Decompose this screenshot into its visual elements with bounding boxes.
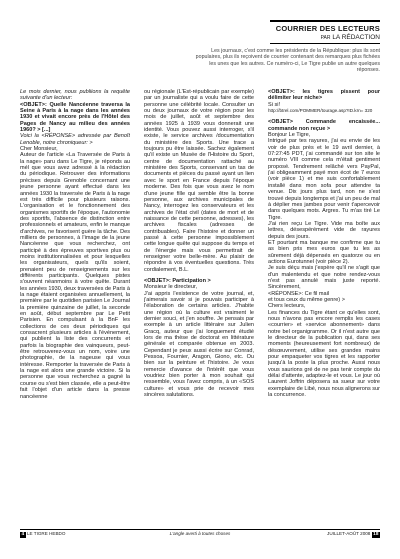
- section-header: [270, 20, 380, 44]
- letter4-object: <OBJET> Commande encaissée... commande non reçue >: [268, 119, 380, 132]
- letter1-intro: Le mois dernier, nous publiions la requête suivante d'un lecteur:: [20, 89, 130, 102]
- column-2: [144, 89, 254, 521]
- letter2-object: <OBJET>: Participation >: [144, 277, 211, 284]
- letter3-body: Si si!: [268, 101, 281, 108]
- column-1: [20, 89, 130, 521]
- column-3: [268, 89, 380, 521]
- object-label: <OBJET>:: [20, 101, 47, 108]
- letter3-url: http://btrel.com/POMMER/tourage.asp?ID.krn= 320: [268, 108, 373, 114]
- section-byline: [270, 34, 380, 41]
- header-rule-bottom: [270, 43, 380, 44]
- section-title: COURRIER DES LECTEURS: [275, 24, 380, 33]
- letter1-object: [20, 102, 130, 134]
- object-text: Quelle Nancéenne traversa la Seine à Paris à la nage dans les années 1930 et vivait encore près de l'Hôtel des Pages de Nancy au milieu des années 1960? > [...]: [20, 101, 130, 134]
- footer-left-text: LE TIGRE HEBDO: [26, 531, 66, 536]
- reply-salutation: Cher Monsieur,: [20, 146, 58, 153]
- footer-tagline: L'angle averti à toutes choses: [169, 531, 231, 536]
- byline-author: LA RÉDACTION: [332, 34, 380, 41]
- letters-columns: [20, 89, 380, 521]
- letter2-body: Monsieur le directeur, J'ai appris l'existence de votre journal, et, j'aimerais savoir si je pouvais participer à l'élaboration de certains articles. J'habite une région où la culture est vraiment le dernier souci, et j'en souffre. Je pensais par exemple à un article littéraire sur Julien Gracq, auteur que j'ai longuement étudié lors de ma thèse de doctorat en littérature générale et comparée obtenue en 2003. Cependant je peux aussi écrire sur Conrad, Pessoa, Fournier, Aragon, Giono, etc. Ou bien sur la peinture et l'histoire. Je vous remercie d'avance de l'intérêt que vous voudriez bien porter à mon souhait qui ressemble, vous l'avez compris, à un «SOS culture» et vous prie de recevoir mes sincères salutations.: [144, 284, 254, 399]
- reply-continuation: ou régionale (L'Est-républicain par exemple) par un journaliste qui a voulu faire de cette personne une célébrité locale. Consulter un ou deux journaux de votre région pour les mois de juillet, août et septembre des années 1925 à 1939 vous donnerait une identité. Vous pouvez aussi interroger, s'il existe, le service archives /documentation du ministère des Sports. Une trace a toujours pu être laissée. Sachez également qu'il existe un Musée de l'Histoire du Sport, centre de documentation rattaché au ministère des Sports, conservant un tas de documents et pièces du passé ayant un lien avec le sport en France depuis l'époque moderne. Des fois que vous avez le nom d'une jeune fille qui semble être la bonne personne, aux archives municipales de Nancy, interrogez les conservateurs et les archives de l'état civil (dates de mort et de naissance de cette personne, adresses), les archives fiscales (adresses de contribuables). Faire l'histoire et donner un passé à cette personne impossiblement cette longue quête qui suppose du temps et de l'énergie mais vous permettrait de renseigner votre belle-mère. Au plaisir de répondre à vos éventuelles questions. Très cordialement, B.L.: [144, 89, 254, 273]
- footer-date: JUILLET-AOÛT 2008: [327, 531, 371, 536]
- intro-paragraph: Les journaux, c'est comme les présidents de la République: plus ils sont populaires, plus ils reçoivent de courrier contenant des remarques plus fichées les unes que les autres. Ce numéro-ci, Le Tigre publie un autre quelques réponses.: [195, 48, 380, 74]
- byline-par: PAR: [320, 35, 331, 41]
- letter3-object: <OBJET>: les tigres pissent pour délimiter leur niche>: [268, 89, 380, 102]
- letter4-body: Bonjour Le Tigre, Intrigué par tes rayures, j'ai eu envie de les voir de plus près et le 19 avril dernier, à 07:27:45 PDT, j'ai commandé sur ton site le numéro VIII comme cela m'était gentiment proposé. Tendrement relâché vers PayPal, j'ai obligeamment payé mon écot de 7 euros (voir pièce 1) et me suis confortablement installé dans mon sofa pour attendre ta venue. Dix jours plus tard, non ne s'est trouvé depuis longtemps et j'ai un peu de mal à déplier mes jambes pour venir t'apercevoir dans quelques mots. Argres. Tu m'as tiré Le Tigre. J'ai rien reçu Le Tigre. Vide ma boîte aux lettres, désespérément vide de rayures depuis des jours. ET pourtant ma banque me confirme que tu as bien pris mes euros que tu les as sûrement déjà dépensés en quatorze ou en actions Eurotunnel (voir pièce 2). Je suis déçu mais j'espère qu'il ne s'agit que d'un malentendu et que notre rendez-vous n'est pas annulé mais juste reporté. Sincèrement, <RÉPONSE>: Ce fil mail et tous ceux du même genre) > Chers lecteurs, Les finances du Tigre étant ce qu'elles sont, nous n'avons pas encore remplis les cases «courrier» et «service abonnement» dans notre bel organigramme. Or il n'est autre que le directeur de la publication qui, dans ses moments (heureusement fort nombreux) de désœuvrement, utilise ses grandes mains pour empaqueter vos tigres et les rapporter jusqu'à la poste la plus proche. Aussi nous vous saurions gré de ne pas tenir compte du délai d'attente, adaptez-le et vous. Le jour où Laurent Joffrin déposera sa sueur sur votre exemplaire de Libé, nous nous alignerons sur la concurrence.: [268, 132, 380, 399]
- header-rule-top: [270, 20, 380, 22]
- page-number-left: 4: [21, 532, 25, 537]
- reply-intro: Voici la <RÉPONSE> adressée par Benoît Lenoble, notre chroniqueur: >: [20, 133, 130, 146]
- footer-right: [327, 531, 380, 538]
- page-number-right: 18: [373, 532, 379, 537]
- page-footer: [20, 529, 380, 539]
- reply-body: Auteur de l'article «La Traversée de Paris à la nage» paru dans Le Tigre, je réponds au mél que vous avez adressé à la rédaction du périodique. Retrouver des informations précises depuis Grenoble concernant une jeune personne ayant effectué dans les années 1930 la traversée de Paris à la nage est très difficile pour plusieurs raisons. L'organisation et le fonctionnement des organismes sportifs de l'époque, l'autonomie des sportifs, l'absence de distinction entre professionnels et amateurs, enfin le manque d'archives, ne favorisent guère la tâche. Des milliers de personnes, à l'image de la jeune Nancéenne que vous recherchez, ont participé à des épreuves sportives plus ou moins institutionnalisées et pour lesquelles les organisateurs, quels qu'ils soient, prenaient peu de renseignements sur les différents participants. Quelques pistes s'ouvrent néanmoins à votre quête. Durant les années 1930, deux traversées de Paris à la nage étaient organisées annuellement, la première par le quotidien parisien Le Journal la première quinzaine de juillet, la seconde en août, début septembre par Le Petit Parisien. En compulsant à la BnF les collections de ces deux périodiques qui consacrent plusieurs articles à l'événement, qui publient la liste des concurrents et parfois la biographie des vainqueurs, peut-être retrouverez-vous un nom, voire une photographie, de la nageuse qui vous intéresse. Remporter la traversée de Paris à la nage est alors une grande victoire. Si la personne que vous recherchez a gagné la course ou s'est bien classée, elle a peut-être fait l'objet d'un article dans la presse nancéenne: [20, 152, 130, 400]
